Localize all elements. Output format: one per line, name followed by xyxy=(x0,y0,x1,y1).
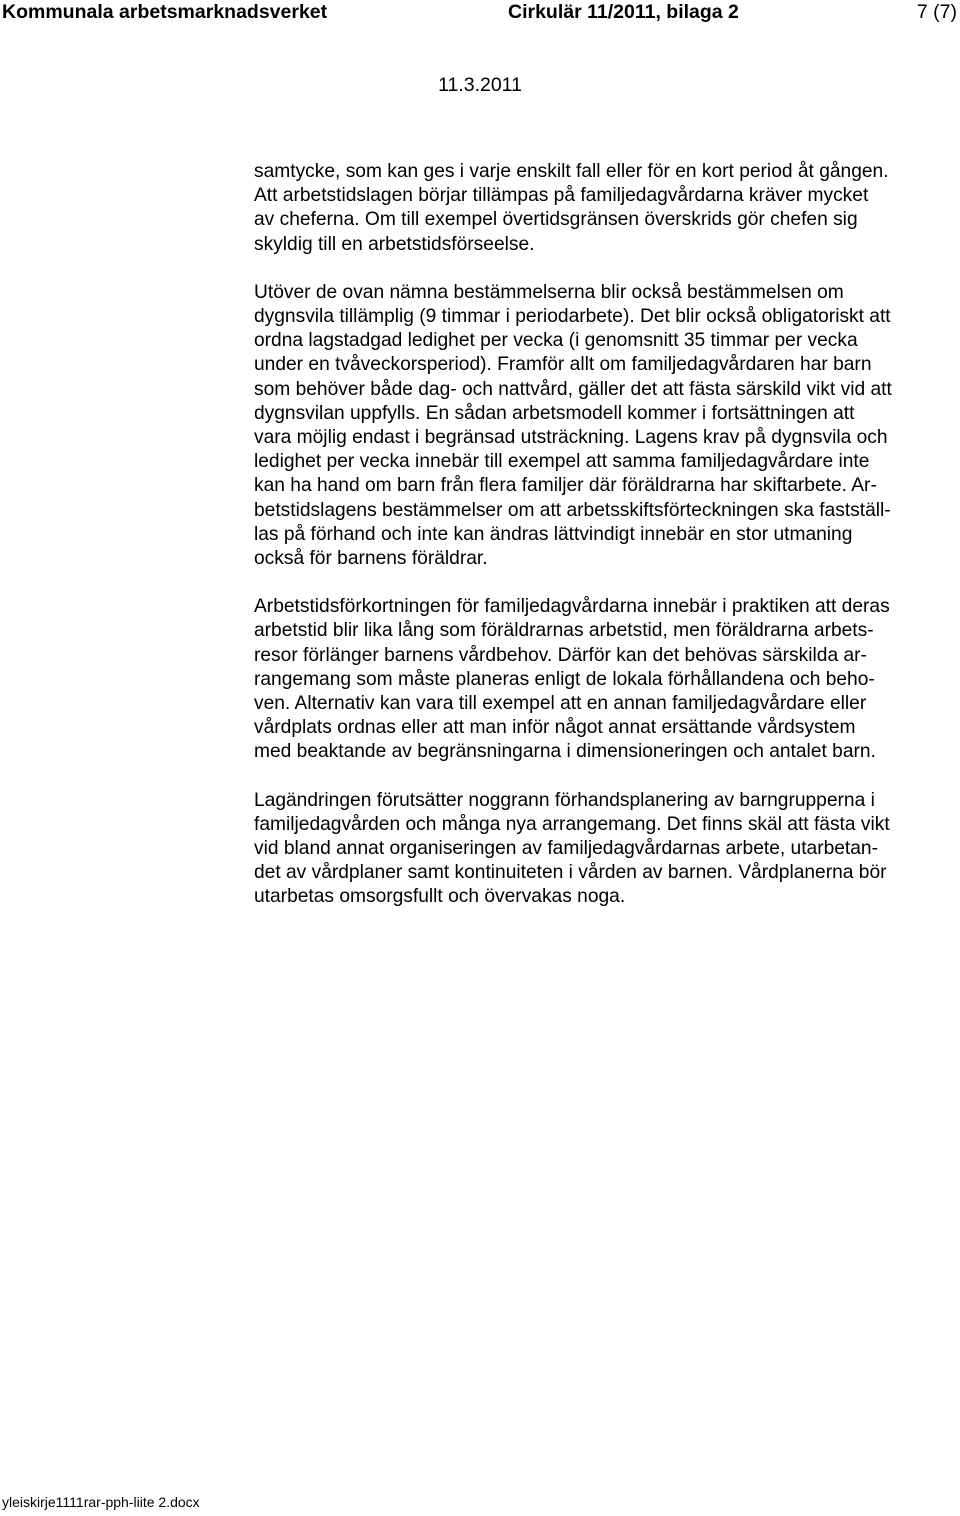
circular-reference: Cirkulär 11/2011, bilaga 2 xyxy=(508,1,739,23)
text-line: las på förhand och inte kan ändras lättvindigt innebär en stor utmaning xyxy=(254,523,853,545)
paragraph-consent xyxy=(254,160,957,257)
text-line: vid bland annat organiseringen av familjedagvårdarnas arbete, utarbetan- xyxy=(254,838,878,860)
text-line: med beaktande av begränsningarna i dimensioneringen och antalet barn. xyxy=(254,741,876,763)
text-line: utarbetas omsorgsfullt och övervakas noga. xyxy=(254,886,626,908)
text-line: Att arbetstidslagen börjar tillämpas på familjedagvårdarna kräver mycket xyxy=(254,185,869,207)
text-line: rangemang som måste planeras enligt de lokala förhållandena och beho- xyxy=(254,668,875,690)
text-line: ordna lagstadgad ledighet per vecka (i genomsnitt 35 timmar per vecka xyxy=(254,330,858,352)
text-line: av cheferna. Om till exempel övertidsgränsen överskrids gör chefen sig xyxy=(254,209,858,231)
text-line: Utöver de ovan nämna bestämmelserna blir också bestämmelsen om xyxy=(254,281,844,303)
text-line: det av vårdplaner samt kontinuiteten i vården av barnen. Vårdplanerna bör xyxy=(254,862,887,884)
text-line: vårdplats ordnas eller att man inför något annat ersättande vårdsystem xyxy=(254,717,856,739)
paragraph-planning xyxy=(254,789,957,910)
paragraph-working-time-reduction xyxy=(254,595,957,764)
organization-name: Kommunala arbetsmarknadsverket xyxy=(2,1,328,23)
text-line: Lagändringen förutsätter noggrann förhandsplanering av barngrupperna i xyxy=(254,789,875,811)
text-line: dygnsvila tillämplig (9 timmar i periodarbete). Det blir också obligatoriskt att xyxy=(254,306,891,328)
text-line: familjedagvården och många nya arrangemang. Det finns skäl att fästa vikt xyxy=(254,813,890,835)
text-line: ven. Alternativ kan vara till exempel att en annan familjedagvårdare eller xyxy=(254,693,867,715)
text-line: under en tvåveckorsperiod). Framför allt om familjedagvårdaren har barn xyxy=(254,354,872,376)
text-line: som behöver både dag- och nattvård, gäller det att fästa särskild vikt vid att xyxy=(254,378,892,400)
page-header xyxy=(0,0,960,40)
text-line: vara möjlig endast i begränsad utsträckning. Lagens krav på dygnsvila och xyxy=(254,427,888,449)
page-number: 7 (7) xyxy=(916,1,957,23)
text-line: betstidslagens bestämmelser om att arbetsskiftsförteckningen ska fastställ- xyxy=(254,499,891,521)
text-line: samtycke, som kan ges i varje enskilt fall eller för en kort period åt gången. xyxy=(254,161,889,182)
text-line: skyldig till en arbetstidsförseelse. xyxy=(254,233,535,255)
text-line: resor förlänger barnens vårdbehov. Därför kan det behövas särskilda ar- xyxy=(254,644,867,666)
document-date: 11.3.2011 xyxy=(438,74,522,96)
paragraph-daily-rest xyxy=(254,281,957,571)
text-line: ledighet per vecka innebär till exempel att samma familjedagvårdare inte xyxy=(254,451,870,473)
file-name-footer: yleiskirje1111rar-pph-liite 2.docx xyxy=(2,1494,200,1510)
document-body xyxy=(254,160,957,934)
text-line: dygnsvilan uppfylls. En sådan arbetsmodell kommer i fortsättningen att xyxy=(254,402,855,424)
text-line: också för barnens föräldrar. xyxy=(254,548,488,570)
text-line: Arbetstidsförkortningen för familjedagvårdarna innebär i praktiken att deras xyxy=(254,596,890,618)
text-line: arbetstid blir lika lång som föräldrarnas arbetstid, men föräldrarna arbets- xyxy=(254,620,874,642)
text-line: kan ha hand om barn från flera familjer där föräldrarna har skiftarbete. Ar- xyxy=(254,475,877,497)
